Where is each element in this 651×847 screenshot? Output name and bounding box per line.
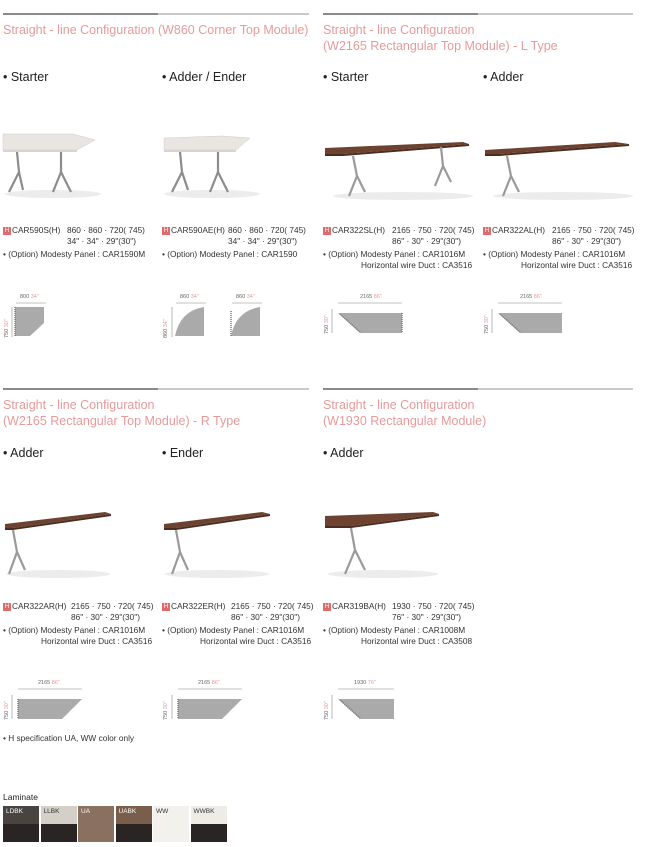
desk-image [323, 136, 473, 202]
plan-height-label [324, 701, 330, 720]
plan-width-mm: 860 [180, 294, 190, 300]
plan-width-mm: 2165 [38, 680, 51, 686]
plan-width-label [20, 294, 39, 300]
plan-width-in: 34" [246, 294, 255, 300]
laminate-swatch-label: LLBK [43, 808, 60, 815]
plan-height-label [163, 319, 169, 338]
plan-width-mm: 2165 [360, 294, 373, 300]
laminate-swatch-label: LDBK [6, 808, 23, 815]
product-code [162, 601, 225, 612]
product-label: • Ender [162, 446, 204, 460]
dims-mm: 2165 · 750 · 720( 745) [392, 225, 475, 235]
spec-badge: H [324, 603, 330, 610]
plan-drawing [492, 303, 567, 335]
dims-mm: 2165 · 750 · 720( 745) [552, 225, 635, 235]
plan-height-in: 30" [4, 701, 10, 710]
plan-width-mm: 2165 [198, 680, 211, 686]
section-title: Straight - line Configuration [323, 23, 475, 37]
spec-badge: H [163, 603, 169, 610]
option-note: Horizontal wire Duct : CA3516 [521, 260, 633, 270]
laminate-swatch-llbk [41, 806, 77, 842]
plan-width-mm: 800 [20, 294, 30, 300]
product-code [162, 225, 225, 236]
spec-badge: H [324, 227, 330, 234]
product-code [323, 225, 385, 236]
desk-image [162, 510, 272, 580]
spec-badge: H [484, 227, 490, 234]
plan-width-in: 76" [367, 680, 376, 686]
laminate-title: Laminate [3, 792, 38, 802]
plan-height-mm: 860 [163, 328, 169, 338]
plan-width-in: 86" [533, 294, 542, 300]
section-title: Straight - line Configuration (W860 Corner Top Module) [3, 23, 309, 37]
section-rule [3, 388, 309, 390]
plan-width-label [180, 294, 199, 300]
section-subtitle: (W2165 Rectangular Top Module) - L Type [323, 39, 558, 53]
footnote: • H specification UA, WW color only [3, 733, 135, 743]
laminate-swatch-ww [153, 806, 189, 842]
dims-in: 86" · 30" · 29"(30") [71, 612, 140, 622]
product-code-text: CAR590S(H) [12, 225, 61, 235]
plan-height-in: 30" [324, 701, 330, 710]
dims-in: 76" · 30" · 29"(30") [392, 612, 461, 622]
product-code [3, 225, 60, 236]
plan-width-mm: 860 [236, 294, 246, 300]
plan-height-mm: 750 [324, 710, 330, 720]
product-code-text: CAR322AL(H) [492, 225, 546, 235]
product-code-text: CAR322SL(H) [332, 225, 386, 235]
dims-in: 86" · 30" · 29"(30") [552, 236, 621, 246]
desk-image [323, 508, 443, 580]
product-code-text: CAR590AE(H) [171, 225, 225, 235]
option-note: • (Option) Modesty Panel : CAR1590 [162, 249, 298, 259]
product-code-text: CAR322ER(H) [171, 601, 226, 611]
plan-height-in: 34" [163, 319, 169, 328]
option-note: Horizontal wire Duct : CA3516 [361, 260, 473, 270]
section-subtitle: (W2165 Rectangular Top Module) - R Type [3, 414, 241, 428]
laminate-swatch-label: WWBK [193, 808, 215, 815]
dims-in: 86" · 30" · 29"(30") [231, 612, 300, 622]
plan-width-in: 34" [30, 294, 39, 300]
product-code-text: CAR322AR(H) [12, 601, 67, 611]
plan-height-label [324, 315, 330, 334]
laminate-swatch-ldbk [3, 806, 39, 842]
plan-height-mm: 750 [163, 710, 169, 720]
dims-in: 86" · 30" · 29"(30") [392, 236, 461, 246]
desk-image [162, 128, 262, 200]
product-code [323, 601, 386, 612]
plan-drawing [172, 303, 212, 337]
plan-drawing [332, 689, 400, 721]
plan-height-in: 30" [163, 701, 169, 710]
desk-image [483, 136, 633, 202]
desk-image [3, 510, 113, 580]
section-rule [3, 13, 309, 15]
dims-mm: 2165 · 750 · 720( 745) [231, 601, 314, 611]
dims-in: 34" · 34" · 29"(30") [67, 236, 136, 246]
plan-height-label [4, 319, 10, 338]
product-code [3, 601, 66, 612]
plan-width-mm: 2165 [520, 294, 533, 300]
dims-mm: 860 · 860 · 720( 745) [67, 225, 145, 235]
plan-height-mm: 750 [324, 324, 330, 334]
laminate-swatch-wwbk [191, 806, 227, 842]
plan-height-label [484, 315, 490, 334]
dims-in: 34" · 34" · 29"(30") [228, 236, 297, 246]
product-label: • Starter [323, 70, 369, 84]
plan-height-in: 30" [484, 315, 490, 324]
option-note: • (Option) Modesty Panel : CAR1016M [323, 249, 466, 259]
plan-width-in: 34" [190, 294, 199, 300]
option-note: Horizontal wire Duct : CA3508 [361, 636, 473, 646]
section-title: Straight - line Configuration [323, 398, 475, 412]
product-label: • Starter [3, 70, 49, 84]
spec-badge: H [4, 227, 10, 234]
option-note: • (Option) Modesty Panel : CAR1590M [3, 249, 146, 259]
laminate-swatch-ua [78, 806, 114, 842]
option-note: • (Option) Modesty Panel : CAR1016M [483, 249, 626, 259]
plan-height-label [4, 701, 10, 720]
dims-mm: 1930 · 750 · 720( 745) [392, 601, 475, 611]
laminate-swatch-uabk [116, 806, 152, 842]
option-note: • (Option) Modesty Panel : CAR1016M [162, 625, 305, 635]
plan-width-mm: 1930 [354, 680, 367, 686]
plan-height-mm: 750 [484, 324, 490, 334]
product-code-text: CAR319BA(H) [332, 601, 386, 611]
section-rule [323, 388, 633, 390]
plan-height-in: 30" [324, 315, 330, 324]
plan-height-mm: 750 [4, 328, 10, 338]
product-code [483, 225, 545, 236]
plan-drawing [228, 303, 268, 337]
option-note: • (Option) Modesty Panel : CAR1008M [323, 625, 466, 635]
product-label: • Adder [3, 446, 44, 460]
plan-width-label [236, 294, 255, 300]
option-note: • (Option) Modesty Panel : CAR1016M [3, 625, 146, 635]
plan-drawing [12, 303, 52, 337]
laminate-swatch-label: UABK [118, 808, 137, 815]
laminate-swatch-label: WW [156, 808, 169, 815]
plan-width-in: 86" [373, 294, 382, 300]
spec-badge: H [163, 227, 169, 234]
plan-width-in: 86" [51, 680, 60, 686]
product-label: • Adder [323, 446, 364, 460]
dims-mm: 2165 · 750 · 720( 745) [71, 601, 154, 611]
spec-badge: H [4, 603, 10, 610]
dims-mm: 860 · 860 · 720( 745) [228, 225, 306, 235]
desk-image [3, 128, 103, 200]
option-note: Horizontal wire Duct : CA3516 [41, 636, 153, 646]
product-label: • Adder / Ender [162, 70, 247, 84]
plan-width-label [354, 680, 376, 686]
plan-drawing [172, 689, 247, 721]
plan-width-label [198, 680, 220, 686]
plan-width-label [520, 294, 542, 300]
plan-drawing [12, 689, 87, 721]
option-note: Horizontal wire Duct : CA3516 [200, 636, 312, 646]
laminate-swatch-label: UA [81, 808, 91, 815]
section-subtitle: (W1930 Rectangular Module) [323, 414, 487, 428]
product-label: • Adder [483, 70, 524, 84]
plan-width-in: 86" [211, 680, 220, 686]
plan-height-label [163, 701, 169, 720]
plan-height-in: 30" [4, 319, 10, 328]
plan-width-label [38, 680, 60, 686]
section-title: Straight - line Configuration [3, 398, 155, 412]
section-rule [323, 13, 633, 15]
plan-width-label [360, 294, 382, 300]
plan-drawing [332, 303, 407, 335]
plan-height-mm: 750 [4, 710, 10, 720]
